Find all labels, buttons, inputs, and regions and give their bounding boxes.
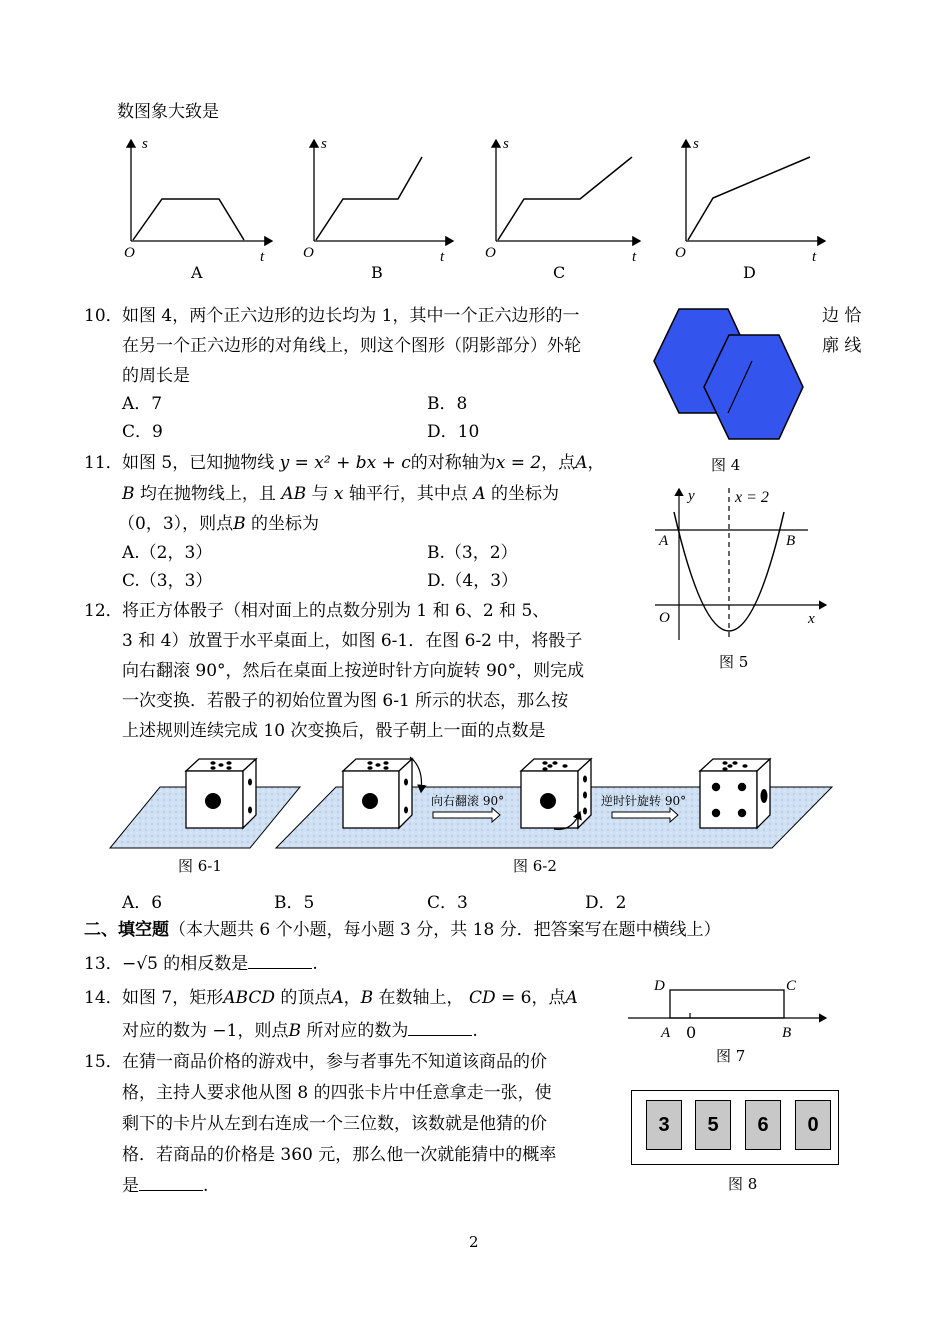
figure-6-2-caption: 图 6-2 [513,857,557,875]
figure-5-point-b: B [786,533,796,549]
q10-line2: 在另一个正六边形的对角线上，则这个图形（阴影部分）外轮 [122,336,581,356]
q11-line1: 如图 5，已知抛物线 y = x² + bx + c的对称轴为x = 2，点A， [122,453,605,473]
q12-option-a: A．6 [122,893,163,913]
figure-8-caption: 图 8 [728,1175,758,1193]
figure-6-1-caption: 图 6-1 [178,857,222,875]
q10-option-a: A．7 [122,394,163,414]
q10-line1: 如图 4，两个正六边形的边长均为 1，其中一个正六边形的一 [122,306,580,326]
graph-d-s-label: s [693,136,699,152]
card-1: 3 [646,1100,682,1150]
q15-number: 15． [84,1052,123,1072]
q10-option-b: B．8 [427,394,468,414]
q12-option-c: C．3 [427,893,468,913]
card-4: 0 [795,1100,831,1150]
page-number: 2 [469,1233,479,1251]
q10-line1-tail: 边 恰 [822,306,862,326]
graph-d-origin: O [675,245,686,261]
graph-c-s-label: s [503,136,509,152]
graph-b-label: B [371,263,383,282]
figure-7-caption: 图 7 [716,1047,746,1065]
figure-7-point-a: A [661,1025,671,1041]
q11-number: 11． [84,453,123,473]
q14-number: 14． [84,988,123,1008]
q11-line3: （0，3），则点B 的坐标为 [118,514,320,534]
graph-c-t-label: t [632,249,637,265]
q12-line3: 向右翻滚 90°，然后在桌面上按逆时针方向旋转 90°，则完成 [122,661,585,681]
graph-b-s-label: s [321,136,327,152]
q11-option-b: B.（3，2） [427,543,518,563]
figure-4-caption: 图 4 [711,456,741,474]
q10-number: 10． [84,306,123,326]
figure-5-x-label: x [808,611,815,627]
figure-5-origin: O [659,610,670,626]
q12-option-b: B．5 [274,893,315,913]
q12-option-d: D．2 [585,893,627,913]
figure-7-point-d: D [654,978,665,994]
q15-line1: 在猜一商品价格的游戏中，参与者事先不知道该商品的价 [122,1052,547,1072]
q15-line2: 格，主持人要求他从图 8 的四张卡片中任意拿走一张，使 [122,1083,552,1103]
figure-5-caption: 图 5 [719,653,749,671]
card-3: 6 [745,1100,781,1150]
figure-5-axis-of-symmetry-label: x = 2 [735,489,769,506]
q11-option-c: C.（3，3） [122,571,213,591]
q13-text: −√5 的相反数是 . [122,954,318,974]
q12-number: 12． [84,601,123,621]
section-2-heading: 二、填空题（本大题共 6 个小题，每小题 3 分，共 18 分．把答案写在题中横线上） [84,920,721,940]
figure-6-arrow1-label: 向右翻滚 90° [431,794,505,808]
graph-a-t-label: t [260,249,265,265]
q10-line2-tail: 廓 线 [822,336,862,356]
q12-line2: 3 和 4）放置于水平桌面上，如图 6-1．在图 6-2 中，将骰子 [122,631,583,651]
card-2: 5 [695,1100,731,1150]
graph-d-label: D [743,263,756,282]
q14-line1: 如图 7，矩形ABCD 的顶点A，B 在数轴上， CD = 6，点A [122,988,578,1008]
graph-a-label: A [191,263,203,282]
q11-option-a: A.（2，3） [122,543,213,563]
q10-option-d: D．10 [427,422,480,442]
figure-7-point-b: B [782,1025,792,1041]
q10-option-c: C．9 [122,422,163,442]
figure-5-point-a: A [659,533,669,549]
graph-a-s-label: s [142,136,148,152]
figure-6-arrow2-label: 逆时针旋转 90° [601,794,687,808]
q12-line5: 上述规则连续完成 10 次变换后，骰子朝上一面的点数是 [122,721,546,741]
graph-b-origin: O [303,245,314,261]
figure-7-zero: 0 [686,1023,697,1042]
q14-line2: 对应的数为 −1，则点B 所对应的数为 . [122,1021,478,1041]
q12-line4: 一次变换．若骰子的初始位置为图 6-1 所示的状态，那么按 [122,691,569,711]
q11-line2: B 均在抛物线上，且 AB 与 x 轴平行，其中点 A 的坐标为 [122,484,559,504]
q15-line4: 格．若商品的价格是 360 元，那么他一次就能猜中的概率 [122,1145,557,1165]
q12-line1: 将正方体骰子（相对面上的点数分别为 1 和 6、2 和 5、 [122,601,550,621]
q10-line3: 的周长是 [122,366,190,386]
graph-b-t-label: t [440,249,445,265]
q15-line3: 剩下的卡片从左到右连成一个三位数，该数就是他猜的价 [122,1114,547,1134]
graph-d-t-label: t [812,249,817,265]
graph-a-origin: O [124,245,135,261]
graph-c-origin: O [485,245,496,261]
figure-5-y-label: y [688,488,695,504]
graph-c-label: C [553,263,566,282]
q9-tail-text: 数图象大致是 [117,102,219,122]
figure-7-point-c: C [786,978,797,994]
q13-number: 13． [84,954,123,974]
q15-line5: 是 . [122,1176,209,1196]
q11-option-d: D.（4，3） [427,571,519,591]
